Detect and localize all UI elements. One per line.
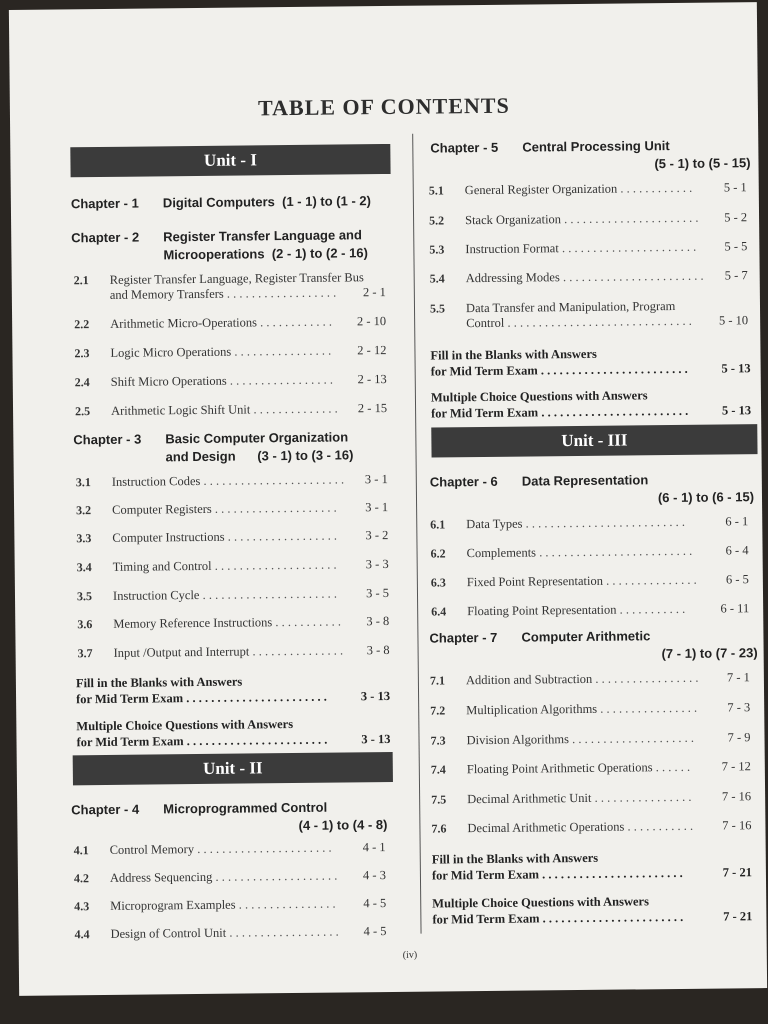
misc-line-1: Multiple Choice Questions with Answers	[76, 717, 294, 734]
toc-entry-6-3[interactable]: 6.3 Fixed Point Representation . . . . . . . . . . . . . . . 6 - 5	[430, 572, 749, 590]
section-number: 6.4	[431, 604, 447, 619]
misc-line-2: for Mid Term Exam	[430, 363, 538, 379]
page-ref: 5 - 1	[723, 180, 747, 195]
unit-3-header: Unit - III	[431, 424, 757, 457]
toc-entry-7-5[interactable]: 7.5 Decimal Arithmetic Unit . . . . . . . . . . . . . . . . 7 - 16	[431, 789, 752, 807]
fill-blanks-unit-3[interactable]: Fill in the Blanks with Answers for Mid Term Exam . . . . . . . . . . . . . . . . . . . . . . . 7 - 21	[431, 850, 753, 883]
section-number: 3.4	[76, 560, 92, 575]
section-title: Data Types	[466, 516, 523, 532]
right-column	[421, 2, 758, 927]
toc-entry-3-4[interactable]: 3.4 Timing and Control . . . . . . . . . . . . . . . . . . . . 3 - 3	[76, 556, 389, 575]
chapter-name: Digital Computers	[162, 194, 275, 211]
mcq-unit-3[interactable]: Multiple Choice Questions with Answers for Mid Term Exam . . . . . . . . . . . . . . . . . . . . . . . 7 - 21	[432, 894, 753, 927]
toc-entry-5-1[interactable]: 5.1 General Register Organization . . . . . . . . . . . . 5 - 1	[428, 180, 747, 198]
section-number: 7.3	[430, 733, 446, 748]
section-number: 5.1	[428, 183, 444, 198]
toc-entry-4-3[interactable]: 4.3 Microprogram Examples . . . . . . . . . . . . . . . . 4 - 5	[74, 896, 387, 914]
chapter-name-cont: and Design	[165, 448, 236, 465]
section-title: Input /Output and Interrupt	[113, 644, 250, 660]
page-ref: 6 - 5	[725, 572, 749, 587]
page-ref: 3 - 3	[365, 556, 389, 572]
page-ref: 7 - 1	[726, 670, 750, 685]
page-ref: 7 - 21	[723, 909, 753, 924]
section-number: 3.5	[76, 589, 93, 604]
toc-entry-6-4[interactable]: 6.4 Floating Point Representation . . . . . . . . . . . 6 - 11	[431, 601, 750, 619]
section-title: Fixed Point Representation	[466, 573, 604, 590]
section-number: 2.4	[74, 375, 90, 390]
toc-entry-7-1[interactable]: 7.1 Addition and Subtraction . . . . . . . . . . . . . . . . . 7 - 1	[429, 670, 750, 688]
section-title: Division Algorithms	[466, 732, 570, 748]
page-ref: 6 - 4	[725, 543, 749, 558]
section-number: 3.7	[77, 646, 93, 661]
toc-entry-7-2[interactable]: 7.2 Multiplication Algorithms . . . . . . . . . . . . . . . . 7 - 3	[430, 700, 751, 718]
section-number: 5.2	[429, 213, 445, 228]
misc-line-2: for Mid Term Exam	[76, 734, 184, 750]
section-title: Arithmetic Micro-Operations	[110, 315, 258, 331]
mcq-unit-2[interactable]: Multiple Choice Questions with Answers for Mid Term Exam . . . . . . . . . . . . . . . . . . . . . . . . 5 - 13	[430, 388, 752, 421]
chapter-page-range: (3 - 1) to (3 - 16)	[257, 447, 354, 464]
chapter-1-heading[interactable]	[71, 192, 397, 213]
section-title: Floating Point Arithmetic Operations	[466, 760, 653, 777]
toc-entry-5-5[interactable]: 5.5 Data Transfer and Manipulation, Program Control . . . . . . . . . . . . . . . . . . . . . . . . . . . . . . 5 - 10	[429, 298, 749, 331]
chapter-name: Microprogrammed Control	[163, 799, 328, 817]
chapter-3-heading[interactable]	[73, 428, 399, 467]
section-title: Floating Point Representation	[467, 602, 617, 619]
toc-entry-5-4[interactable]: 5.4 Addressing Modes . . . . . . . . . . . . . . . . . . . . . . . 5 - 7	[429, 268, 748, 286]
section-number: 3.2	[76, 503, 92, 518]
page-ref: 7 - 21	[722, 865, 753, 880]
chapter-page-range: (4 - 1) to (4 - 8)	[298, 817, 388, 833]
page-ref: 7 - 3	[727, 700, 751, 715]
page-ref: 2 - 1	[362, 285, 386, 300]
section-number: 2.2	[74, 317, 90, 332]
page-ref: 5 - 10	[718, 313, 749, 328]
page-ref: 3 - 8	[366, 642, 390, 658]
section-number: 3.3	[76, 531, 92, 546]
section-title: Logic Micro Operations	[110, 344, 232, 360]
section-title: Computer Instructions	[112, 529, 225, 545]
section-number: 2.1	[73, 273, 89, 288]
chapter-2-heading[interactable]	[71, 226, 397, 265]
misc-line-1: Multiple Choice Questions with Answers	[432, 894, 649, 911]
misc-line-2: for Mid Term Exam	[431, 867, 540, 883]
fill-blanks-unit-1[interactable]: Fill in the Blanks with Answers for Mid Term Exam . . . . . . . . . . . . . . . . . . . . . . . 3 - 13	[75, 674, 391, 707]
toc-entry-6-2[interactable]: 6.2 Complements . . . . . . . . . . . . . . . . . . . . . . . . . 6 - 4	[430, 543, 749, 561]
section-number: 5.4	[429, 271, 445, 286]
toc-entry-2-2[interactable]: 2.2 Arithmetic Micro-Operations . . . . . . . . . . . . 2 - 10	[74, 314, 387, 332]
chapter-number: Chapter - 1	[70, 195, 139, 212]
section-number: 7.1	[429, 673, 445, 688]
page-ref: 7 - 16	[721, 789, 752, 804]
misc-line-1: Multiple Choice Questions with Answers	[430, 388, 648, 405]
chapter-page-range: (6 - 1) to (6 - 15)	[657, 489, 755, 506]
toc-entry-7-3[interactable]: 7.3 Division Algorithms . . . . . . . . . . . . . . . . . . . . 7 - 9	[430, 730, 751, 748]
page-ref: 3 - 13	[360, 688, 391, 704]
page-ref: 6 - 1	[725, 514, 749, 529]
toc-entry-2-5[interactable]: 2.5 Arithmetic Logic Shift Unit . . . . . . . . . . . . . . 2 - 15	[74, 401, 388, 419]
fill-blanks-unit-2[interactable]: Fill in the Blanks with Answers for Mid Term Exam . . . . . . . . . . . . . . . . . . . . . . . . 5 - 13	[430, 346, 751, 379]
toc-entry-3-7[interactable]: 3.7 Input /Output and Interrupt . . . . . . . . . . . . . . . 3 - 8	[77, 642, 390, 661]
section-number: 4.4	[74, 927, 90, 942]
section-number: 3.1	[75, 475, 91, 490]
chapter-4-heading[interactable]	[71, 798, 387, 837]
section-title-cont: Control	[466, 315, 505, 331]
section-title: Instruction Codes	[111, 473, 201, 489]
toc-entry-3-2[interactable]: 3.2 Computer Registers . . . . . . . . . . . . . . . . . . . . 3 - 1	[76, 499, 389, 518]
chapter-5-heading[interactable]	[430, 136, 750, 175]
chapter-page-range: (7 - 1) to (7 - 23)	[661, 645, 758, 662]
section-number: 5.3	[429, 242, 445, 257]
section-title: Control Memory	[109, 842, 195, 857]
section-title: Shift Micro Operations	[110, 373, 227, 389]
page-ref: 3 - 1	[364, 472, 388, 487]
section-title: Microprogram Examples	[110, 897, 236, 913]
section-number: 2.5	[74, 404, 91, 419]
section-number: 7.4	[430, 762, 446, 777]
section-title: Decimal Arithmetic Operations	[467, 819, 625, 836]
page-ref: 2 - 15	[357, 401, 388, 416]
section-title: Instruction Cycle	[112, 587, 200, 603]
toc-entry-7-6[interactable]: 7.6 Decimal Arithmetic Operations . . . . . . . . . . . 7 - 16	[431, 818, 752, 836]
section-number: 4.2	[73, 871, 90, 886]
section-title: Decimal Arithmetic Unit	[467, 790, 592, 807]
mcq-unit-1[interactable]: Multiple Choice Questions with Answers for Mid Term Exam . . . . . . . . . . . . . . . . . . . . . . . 3 - 13	[76, 717, 391, 750]
section-number: 4.3	[74, 899, 90, 914]
page-ref: 3 - 1	[365, 499, 389, 515]
section-title: Multiplication Algorithms	[466, 701, 598, 718]
toc-entry-2-4[interactable]: 2.4 Shift Micro Operations . . . . . . . . . . . . . . . . . 2 - 13	[74, 372, 387, 390]
page-ref: 4 - 5	[363, 896, 387, 911]
page-ref: 2 - 10	[356, 314, 387, 329]
chapter-name: Computer Arithmetic	[521, 628, 651, 645]
chapter-7-heading[interactable]	[429, 626, 757, 665]
page-ref: 2 - 13	[357, 372, 387, 387]
misc-line-1: Fill in the Blanks with Answers	[431, 850, 599, 867]
page-number: (iv)	[402, 949, 418, 961]
section-title-cont: and Memory Transfers	[109, 286, 224, 302]
unit-2-header: Unit - II	[73, 752, 393, 785]
page-ref: 3 - 8	[366, 613, 390, 629]
misc-line-2: for Mid Term Exam	[432, 911, 540, 927]
chapter-number: Chapter - 5	[430, 139, 499, 156]
page-ref: 3 - 2	[365, 527, 389, 543]
section-title: Instruction Format	[465, 241, 559, 257]
toc-entry-3-5[interactable]: 3.5 Instruction Cycle . . . . . . . . . . . . . . . . . . . . . . 3 - 5	[76, 585, 390, 604]
page-ref: 7 - 16	[722, 818, 752, 833]
page-ref: 3 - 13	[361, 731, 391, 747]
chapter-page-range: (1 - 1) to (1 - 2)	[282, 193, 372, 210]
section-number: 6.2	[430, 546, 446, 561]
toc-entry-5-3[interactable]: 5.3 Instruction Format . . . . . . . . . . . . . . . . . . . . . . 5 - 5	[429, 239, 748, 257]
toc-entry-2-1[interactable]: 2.1 Register Transfer Language, Register Transfer Bus and Memory Transfers . . . . . . . . . . . . . . . . . . 2 - 1	[73, 270, 386, 302]
page-ref: 5 - 7	[724, 268, 748, 283]
chapter-name-cont: Microoperations	[163, 246, 265, 263]
section-number: 6.1	[430, 517, 446, 532]
section-number: 7.5	[431, 792, 447, 807]
toc-entry-4-2[interactable]: 4.2 Address Sequencing . . . . . . . . . . . . . . . . . . . . 4 - 3	[73, 868, 387, 886]
column-divider	[412, 134, 421, 934]
page-ref: 3 - 5	[365, 585, 390, 601]
misc-line-2: for Mid Term Exam	[431, 405, 539, 421]
page-title: TABLE OF CONTENTS	[257, 92, 510, 121]
section-title: Computer Registers	[112, 501, 212, 517]
section-title: Data Transfer and Manipulation, Program	[465, 298, 676, 316]
section-number: 2.3	[74, 346, 90, 361]
toc-entry-3-1[interactable]: 3.1 Instruction Codes . . . . . . . . . . . . . . . . . . . . . . . 3 - 1	[75, 472, 388, 490]
section-number: 7.2	[430, 703, 446, 718]
section-title: Register Transfer Language, Register Transfer Bus	[109, 270, 364, 287]
section-title: Address Sequencing	[109, 869, 213, 885]
chapter-number: Chapter - 4	[71, 801, 140, 818]
section-title: Complements	[466, 545, 537, 561]
page-ref: 7 - 12	[721, 759, 751, 774]
section-title: Design of Control Unit	[110, 925, 227, 941]
section-title: Addressing Modes	[465, 270, 560, 286]
toc-entry-6-1[interactable]: 6.1 Data Types . . . . . . . . . . . . . . . . . . . . . . . . . . 6 - 1	[430, 514, 749, 532]
chapter-name: Register Transfer Language and	[163, 227, 362, 245]
unit-1-header: Unit - I	[70, 144, 390, 177]
chapter-name: Data Representation	[521, 472, 649, 489]
page-ref: 5 - 2	[724, 210, 748, 225]
chapter-page-range: (2 - 1) to (2 - 16)	[271, 245, 368, 262]
section-number: 7.6	[431, 821, 447, 836]
chapter-number: Chapter - 6	[429, 473, 498, 490]
section-title: General Register Organization	[464, 181, 618, 198]
page-ref: 4 - 3	[362, 868, 387, 883]
section-number: 4.1	[73, 843, 89, 858]
section-title: Timing and Control	[112, 558, 212, 574]
section-title: Addition and Subtraction	[465, 671, 593, 688]
section-number: 6.3	[430, 575, 446, 590]
misc-line-1: Fill in the Blanks with Answers	[430, 346, 597, 363]
toc-entry-5-2[interactable]: 5.2 Stack Organization . . . . . . . . . . . . . . . . . . . . . . 5 - 2	[429, 210, 748, 228]
chapter-name: Central Processing Unit	[522, 138, 670, 155]
section-title: Arithmetic Logic Shift Unit	[110, 402, 251, 418]
chapter-number: Chapter - 7	[429, 629, 498, 646]
misc-line-1: Fill in the Blanks with Answers	[75, 674, 243, 691]
toc-entry-4-1[interactable]: 4.1 Control Memory . . . . . . . . . . . . . . . . . . . . . . 4 - 1	[73, 840, 386, 858]
misc-line-2: for Mid Term Exam	[76, 691, 184, 707]
chapter-page-range: (5 - 1) to (5 - 15)	[654, 155, 751, 172]
page-ref: 4 - 5	[363, 924, 387, 939]
page-ref: 5 - 5	[724, 239, 748, 254]
toc-entry-3-3[interactable]: 3.3 Computer Instructions . . . . . . . . . . . . . . . . . . 3 - 2	[76, 527, 389, 546]
page-ref: 7 - 9	[727, 730, 751, 745]
section-title: Stack Organization	[465, 212, 562, 228]
page-ref: 6 - 11	[720, 601, 750, 616]
page-ref: 2 - 12	[357, 343, 387, 358]
chapter-name: Basic Computer Organization	[165, 429, 349, 447]
page-ref: 4 - 1	[362, 840, 386, 855]
section-title: Memory Reference Instructions	[113, 615, 273, 631]
toc-entry-7-4[interactable]: 7.4 Floating Point Arithmetic Operations . . . . . . 7 - 12	[430, 759, 751, 777]
section-number: 5.5	[429, 301, 446, 316]
document-page	[9, 2, 767, 996]
toc-entry-2-3[interactable]: 2.3 Logic Micro Operations . . . . . . . . . . . . . . . . 2 - 12	[74, 343, 387, 361]
page-ref: 5 - 13	[721, 403, 752, 418]
chapter-number: Chapter - 2	[71, 229, 140, 246]
chapter-number: Chapter - 3	[73, 431, 142, 448]
toc-entry-3-6[interactable]: 3.6 Memory Reference Instructions . . . . . . . . . . . 3 - 8	[77, 613, 390, 632]
page-ref: 5 - 13	[721, 361, 751, 376]
chapter-6-heading[interactable]	[430, 470, 754, 509]
section-number: 3.6	[77, 617, 93, 632]
toc-entry-4-4[interactable]: 4.4 Design of Control Unit . . . . . . . . . . . . . . . . . . 4 - 5	[74, 924, 387, 942]
